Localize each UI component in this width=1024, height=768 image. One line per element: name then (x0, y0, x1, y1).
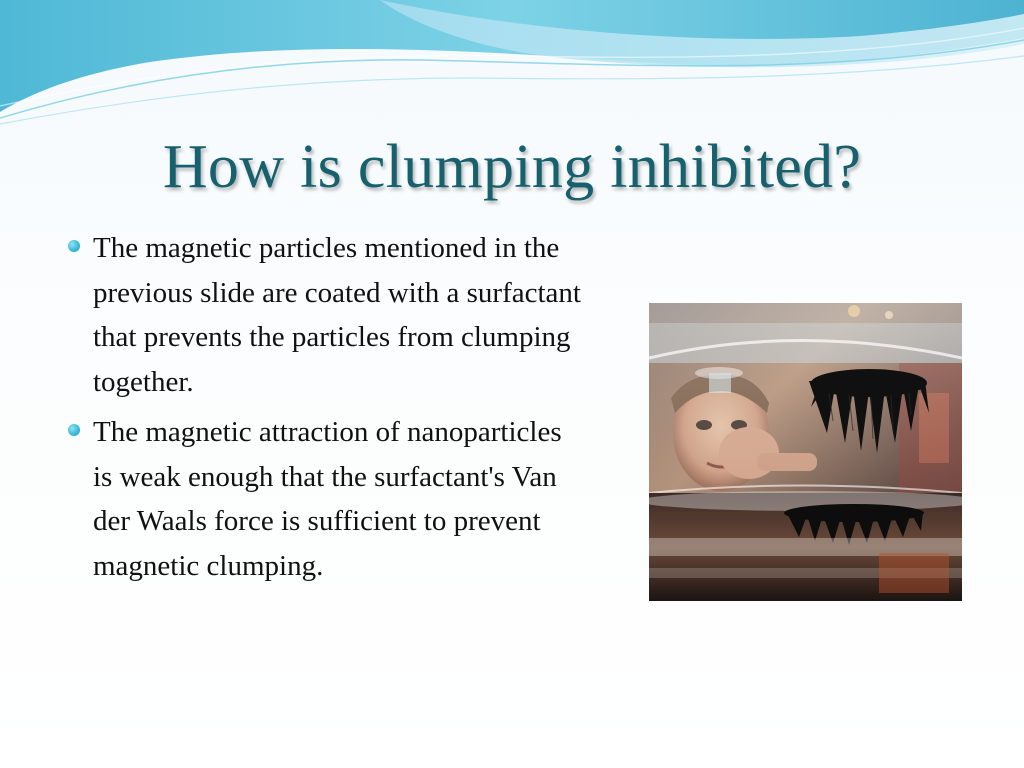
header-wave-decoration (0, 0, 1024, 130)
bullet-list (64, 226, 584, 594)
bullet-dot-icon (68, 240, 80, 252)
bullet-text: The magnetic attraction of nanoparticles is weak enough that the surfactant's Van der Waals force is sufficient to prevent magnetic clumping. (93, 416, 562, 582)
bullet-item (64, 226, 584, 404)
bullet-dot-icon (68, 424, 80, 436)
slide-title: How is clumping inhibited? (162, 133, 862, 201)
ferrofluid-photo (649, 303, 962, 601)
bullet-item (64, 410, 584, 588)
bullet-text: The magnetic particles mentioned in the previous slide are coated with a surfactant that prevents the particles from clumping together. (93, 232, 581, 398)
